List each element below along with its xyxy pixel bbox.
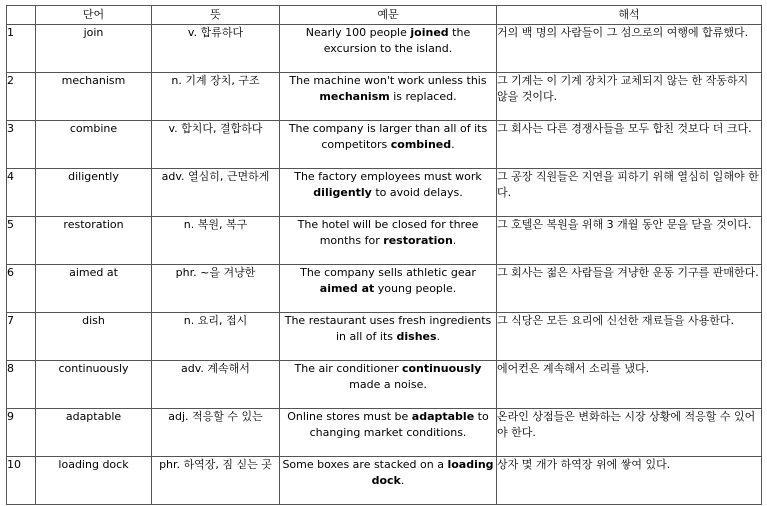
row-translation: 그 공장 직원들은 지연을 피하기 위해 열심히 일해야 한다. xyxy=(497,169,762,217)
row-meaning: adv. 열심히, 근면하게 xyxy=(152,169,280,217)
example-text: . xyxy=(452,234,457,247)
example-text: to changing market conditions. xyxy=(309,410,489,439)
row-number: 9 xyxy=(7,409,36,457)
row-number: 5 xyxy=(7,217,36,265)
vocabulary-table xyxy=(6,5,762,505)
example-text: . xyxy=(400,474,405,487)
example-text: . xyxy=(451,138,455,151)
row-word: aimed at xyxy=(36,265,152,313)
row-meaning: v. 합류하다 xyxy=(152,25,280,73)
row-example xyxy=(280,25,497,73)
row-meaning: phr. ~을 겨냥한 xyxy=(152,265,280,313)
header-example: 예문 xyxy=(280,6,497,25)
example-text: Nearly 100 people xyxy=(305,26,411,39)
example-text: The machine won't work unless this xyxy=(289,74,487,87)
row-word: join xyxy=(36,25,152,73)
example-text: made a noise. xyxy=(349,378,427,391)
row-meaning: v. 합치다, 결합하다 xyxy=(152,121,280,169)
table-row xyxy=(7,73,762,121)
row-word: diligently xyxy=(36,169,152,217)
example-text: . xyxy=(436,330,441,343)
example-text: The company sells athletic gear xyxy=(300,266,476,279)
example-keyword: aimed at xyxy=(319,282,375,295)
row-word: dish xyxy=(36,313,152,361)
example-keyword: adaptable xyxy=(411,410,475,423)
row-word: continuously xyxy=(36,361,152,409)
example-keyword: joined xyxy=(410,26,449,39)
example-text: is replaced. xyxy=(389,90,457,103)
row-example xyxy=(280,169,497,217)
table-row xyxy=(7,457,762,505)
row-number: 4 xyxy=(7,169,36,217)
header-row xyxy=(7,6,762,25)
example-text: The hotel will be closed for three months for xyxy=(297,218,479,247)
header-meaning: 뜻 xyxy=(152,6,280,25)
table-row xyxy=(7,313,762,361)
example-text: The air conditioner xyxy=(294,362,402,375)
row-example xyxy=(280,457,497,505)
row-translation: 온라인 상점들은 변화하는 시장 상황에 적응할 수 있어야 한다. xyxy=(497,409,762,457)
example-keyword: mechanism xyxy=(319,90,390,103)
example-text: The company is larger than all of its competitors xyxy=(288,122,488,151)
row-meaning: n. 복원, 복구 xyxy=(152,217,280,265)
row-example xyxy=(280,121,497,169)
row-example xyxy=(280,361,497,409)
table-row xyxy=(7,265,762,313)
row-example xyxy=(280,217,497,265)
row-example xyxy=(280,73,497,121)
row-translation: 에어컨은 계속해서 소리를 냈다. xyxy=(497,361,762,409)
example-keyword: restoration xyxy=(383,234,453,247)
example-keyword: diligently xyxy=(313,186,372,199)
row-word: restoration xyxy=(36,217,152,265)
row-number: 1 xyxy=(7,25,36,73)
table-row xyxy=(7,25,762,73)
row-number: 3 xyxy=(7,121,36,169)
row-word: adaptable xyxy=(36,409,152,457)
example-text: the excursion to the island. xyxy=(323,26,471,55)
row-number: 6 xyxy=(7,265,36,313)
row-translation: 거의 백 명의 사람들이 그 섬으로의 여행에 합류했다. xyxy=(497,25,762,73)
row-meaning: n. 요리, 접시 xyxy=(152,313,280,361)
example-text: The restaurant uses fresh ingredients in all of its xyxy=(284,314,492,343)
row-number: 10 xyxy=(7,457,36,505)
example-text: The factory employees must work xyxy=(294,170,482,183)
example-text: young people. xyxy=(374,282,457,295)
table-row xyxy=(7,169,762,217)
row-translation: 그 호텔은 복원을 위해 3 개월 동안 문을 닫을 것이다. xyxy=(497,217,762,265)
header-translation: 해석 xyxy=(497,6,762,25)
row-example xyxy=(280,265,497,313)
example-keyword: continuously xyxy=(401,362,482,375)
row-example xyxy=(280,409,497,457)
row-word: mechanism xyxy=(36,73,152,121)
table-row xyxy=(7,217,762,265)
row-translation: 상자 몇 개가 하역장 위에 쌓여 있다. xyxy=(497,457,762,505)
example-keyword: dishes xyxy=(396,330,437,343)
table-row xyxy=(7,409,762,457)
row-number: 2 xyxy=(7,73,36,121)
header-number xyxy=(7,6,36,25)
example-keyword: combined xyxy=(390,138,452,151)
example-keyword: loading dock xyxy=(371,458,494,487)
row-word: loading dock xyxy=(36,457,152,505)
row-example xyxy=(280,313,497,361)
row-translation: 그 기계는 이 기계 장치가 교체되지 않는 한 작동하지 않을 것이다. xyxy=(497,73,762,121)
row-meaning: adj. 적응할 수 있는 xyxy=(152,409,280,457)
row-meaning: n. 기계 장치, 구조 xyxy=(152,73,280,121)
row-word: combine xyxy=(36,121,152,169)
example-text: Some boxes are stacked on a xyxy=(282,458,448,471)
row-translation: 그 회사는 다른 경쟁사들을 모두 합친 것보다 더 크다. xyxy=(497,121,762,169)
example-text: to avoid delays. xyxy=(371,186,463,199)
row-translation: 그 식당은 모든 요리에 신선한 재료들을 사용한다. xyxy=(497,313,762,361)
row-number: 8 xyxy=(7,361,36,409)
row-translation: 그 회사는 젊은 사람들을 겨냥한 운동 기구를 판매한다. xyxy=(497,265,762,313)
example-text: Online stores must be xyxy=(287,410,412,423)
table-row xyxy=(7,361,762,409)
table-row xyxy=(7,121,762,169)
row-number: 7 xyxy=(7,313,36,361)
header-word: 단어 xyxy=(36,6,152,25)
row-meaning: adv. 계속해서 xyxy=(152,361,280,409)
row-meaning: phr. 하역장, 짐 싣는 곳 xyxy=(152,457,280,505)
